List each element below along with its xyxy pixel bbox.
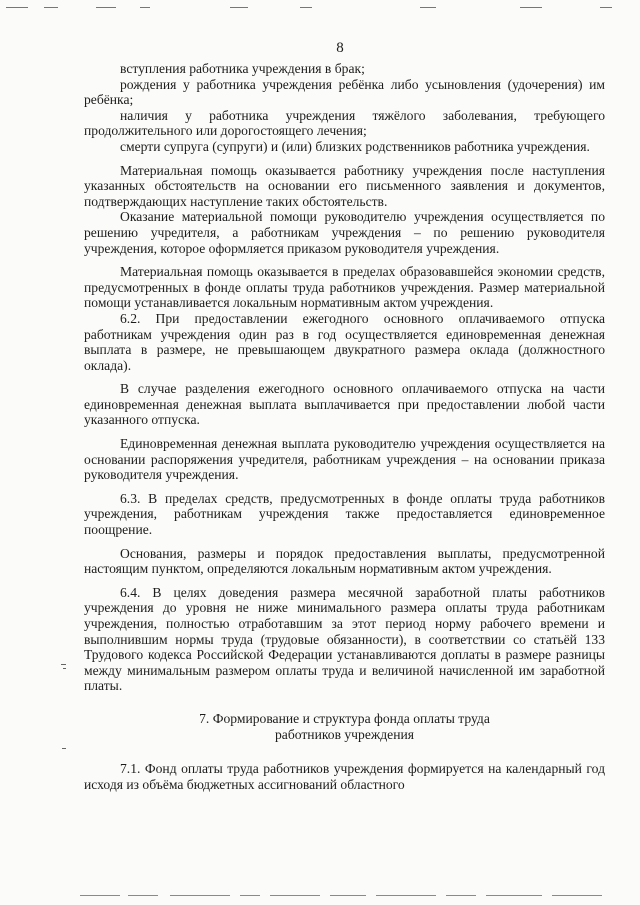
- paragraph: Оказание материальной помощи руководителю учреждения осуществляется по решению учредителя, а работникам учреждения – по решению руководителя учреждения, которое оформляется приказом руководителя учреждения.: [84, 209, 605, 256]
- section-heading-line: работников учреждения: [275, 726, 414, 742]
- paragraph: Основания, размеры и порядок предоставления выплаты, предусмотренной настоящим пунктом, определяются локальным нормативным актом учреждения.: [84, 545, 605, 577]
- margin-mark: [61, 664, 66, 665]
- document-body: [84, 61, 605, 792]
- paragraph: Материальная помощь оказывается в пределах образовавшейся экономии средств, предусмотренных в фонде оплаты труда работников учреждения. Размер материальной помощи устанавливается локальным нормативным актом учреждения.: [84, 264, 605, 311]
- paragraph: 6.2. При предоставлении ежегодного основного оплачиваемого отпуска работникам учреждения один раз в год осуществляется единовременная денежная выплата в размере, не превышающем двукратного размера оклада (должностного оклада).: [84, 310, 605, 373]
- paragraph: рождения у работника учреждения ребёнка либо усыновления (удочерения) им ребёнка;: [84, 76, 605, 108]
- section-heading-line: 7. Формирование и структура фонда оплаты труда: [199, 710, 490, 726]
- page-number: 8: [336, 40, 344, 56]
- paragraph: наличия у работника учреждения тяжёлого заболевания, требующего продолжительного или дорогостоящего лечения;: [84, 107, 605, 139]
- paragraph: смерти супруга (супруги) и (или) близких родственников работника учреждения.: [120, 138, 590, 154]
- paragraph: 6.4. В целях доведения размера месячной заработной платы работников учреждения до уровня не ниже минимального размера оплаты труда работникам учреждения, полностью отработавшим за этот период норму рабочего времени и выполнившим нормы труда (трудовые обязанности), в соответствии со статьёй 133 Трудового кодекса Российской Федерации устанавливаются доплаты в размере разницы между минимальным размером оплаты труда и величиной начисленной им заработной платы.: [84, 584, 605, 694]
- paragraph: 7.1. Фонд оплаты труда работников учреждения формируется на календарный год исходя из объёма бюджетных ассигнований областного: [84, 761, 605, 792]
- margin-mark: [63, 668, 66, 669]
- paragraph: 6.3. В пределах средств, предусмотренных в фонде оплаты труда работников учреждения, работникам учреждения также предоставляется единовременное поощрение.: [84, 490, 605, 538]
- margin-mark: [62, 748, 66, 749]
- paragraph: Единовременная денежная выплата руководителю учреждения осуществляется на основании распоряжения учредителя, работникам учреждения – на основании приказа руководителя учреждения.: [84, 436, 605, 483]
- paragraph: вступления работника учреждения в брак;: [120, 61, 365, 76]
- paragraph: Материальная помощь оказывается работнику учреждения после наступления указанных обстоятельств на основании его письменного заявления и документов, подтверждающих наступление таких обстоятельств.: [84, 162, 605, 209]
- scan-bottom-edge: [0, 893, 640, 899]
- scan-top-edge: [0, 0, 640, 14]
- paragraph: В случае разделения ежегодного основного оплачиваемого отпуска на части единовременная денежная выплата выплачивается при предоставлении любой части указанного отпуска.: [84, 381, 605, 428]
- section-heading: [84, 711, 605, 742]
